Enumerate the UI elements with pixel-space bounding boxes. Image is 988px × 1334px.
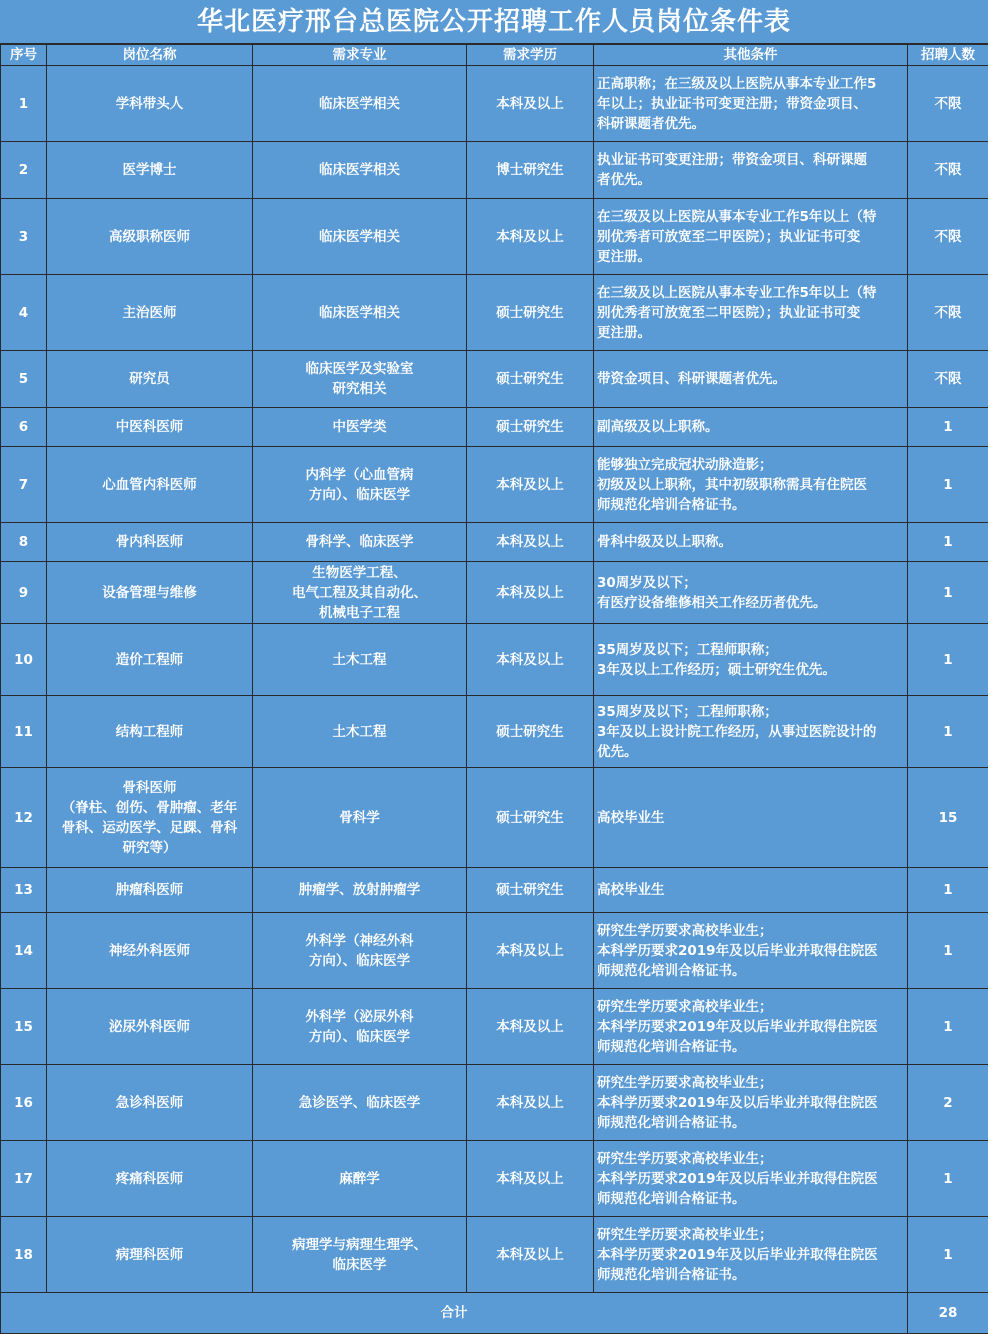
cell-count: 1	[908, 562, 988, 624]
cell-position: 心血管内科医师	[47, 447, 253, 523]
cell-count: 15	[908, 768, 988, 868]
cell-position: 设备管理与维修	[47, 562, 253, 624]
cell-position: 肿瘤科医师	[47, 868, 253, 913]
positions-table	[0, 44, 988, 1334]
cell-conditions: 能够独立完成冠状动脉造影； 初级及以上职称，其中初级职称需具有住院医 师规范化培训合格证书。	[594, 447, 908, 523]
table-row	[1, 351, 988, 408]
cell-major: 骨科学	[253, 768, 467, 868]
table-row	[1, 1065, 988, 1141]
cell-conditions: 研究生学历要求高校毕业生； 本科学历要求2019年及以后毕业并取得住院医 师规范化培训合格证书。	[594, 1141, 908, 1217]
cell-count: 1	[908, 913, 988, 989]
cell-no: 1	[1, 66, 47, 142]
cell-no: 9	[1, 562, 47, 624]
table-row	[1, 868, 988, 913]
table-row	[1, 989, 988, 1065]
cell-major: 外科学（神经外科 方向）、临床医学	[253, 913, 467, 989]
cell-count: 不限	[908, 199, 988, 275]
cell-major: 内科学（心血管病 方向）、临床医学	[253, 447, 467, 523]
table-row	[1, 696, 988, 768]
cell-major: 临床医学相关	[253, 275, 467, 351]
cell-no: 5	[1, 351, 47, 408]
cell-no: 15	[1, 989, 47, 1065]
cell-conditions: 35周岁及以下；工程师职称； 3年及以上设计院工作经历，从事过医院设计的 优先。	[594, 696, 908, 768]
table-body	[1, 66, 988, 1334]
total-label: 合计	[1, 1293, 908, 1334]
cell-education: 本科及以上	[467, 1217, 594, 1293]
cell-position: 主治医师	[47, 275, 253, 351]
cell-position: 骨科医师 （脊柱、创伤、骨肿瘤、老年 骨科、运动医学、足踝、骨科 研究等）	[47, 768, 253, 868]
cell-no: 11	[1, 696, 47, 768]
total-row	[1, 1293, 988, 1334]
cell-education: 本科及以上	[467, 447, 594, 523]
cell-major: 急诊医学、临床医学	[253, 1065, 467, 1141]
cell-education: 硕士研究生	[467, 408, 594, 447]
cell-no: 10	[1, 624, 47, 696]
table-header-row	[1, 45, 988, 66]
table-row	[1, 447, 988, 523]
cell-count: 2	[908, 1065, 988, 1141]
cell-position: 结构工程师	[47, 696, 253, 768]
cell-conditions: 研究生学历要求高校毕业生； 本科学历要求2019年及以后毕业并取得住院医 师规范化培训合格证书。	[594, 1065, 908, 1141]
table-row	[1, 913, 988, 989]
cell-education: 本科及以上	[467, 1141, 594, 1217]
cell-conditions: 在三级及以上医院从事本专业工作5年以上（特 别优秀者可放宽至二甲医院）；执业证书可变 更注册。	[594, 275, 908, 351]
cell-conditions: 骨科中级及以上职称。	[594, 523, 908, 562]
cell-major: 临床医学相关	[253, 199, 467, 275]
cell-count: 1	[908, 989, 988, 1065]
cell-major: 外科学（泌尿外科 方向）、临床医学	[253, 989, 467, 1065]
table-row	[1, 408, 988, 447]
cell-conditions: 30周岁及以下； 有医疗设备维修相关工作经历者优先。	[594, 562, 908, 624]
cell-conditions: 35周岁及以下；工程师职称； 3年及以上工作经历；硕士研究生优先。	[594, 624, 908, 696]
cell-count: 不限	[908, 275, 988, 351]
cell-count: 1	[908, 523, 988, 562]
total-count: 28	[908, 1293, 988, 1334]
cell-count: 不限	[908, 142, 988, 199]
cell-major: 临床医学相关	[253, 142, 467, 199]
table-row	[1, 275, 988, 351]
cell-conditions: 研究生学历要求高校毕业生； 本科学历要求2019年及以后毕业并取得住院医 师规范化培训合格证书。	[594, 1217, 908, 1293]
cell-education: 本科及以上	[467, 1065, 594, 1141]
header-count: 招聘人数	[908, 45, 988, 66]
cell-major: 肿瘤学、放射肿瘤学	[253, 868, 467, 913]
cell-count: 不限	[908, 66, 988, 142]
header-no: 序号	[1, 45, 47, 66]
cell-major: 土木工程	[253, 696, 467, 768]
cell-major: 中医学类	[253, 408, 467, 447]
cell-major: 土木工程	[253, 624, 467, 696]
cell-position: 高级职称医师	[47, 199, 253, 275]
table-row	[1, 199, 988, 275]
cell-position: 学科带头人	[47, 66, 253, 142]
page-title: 华北医疗邢台总医院公开招聘工作人员岗位条件表	[0, 0, 988, 44]
header-education: 需求学历	[467, 45, 594, 66]
cell-major: 麻醉学	[253, 1141, 467, 1217]
cell-education: 本科及以上	[467, 523, 594, 562]
cell-position: 神经外科医师	[47, 913, 253, 989]
cell-education: 本科及以上	[467, 199, 594, 275]
cell-position: 急诊科医师	[47, 1065, 253, 1141]
cell-position: 造价工程师	[47, 624, 253, 696]
cell-count: 1	[908, 1141, 988, 1217]
header-position: 岗位名称	[47, 45, 253, 66]
cell-position: 医学博士	[47, 142, 253, 199]
cell-no: 2	[1, 142, 47, 199]
cell-conditions: 在三级及以上医院从事本专业工作5年以上（特 别优秀者可放宽至二甲医院）；执业证书可变 更注册。	[594, 199, 908, 275]
cell-position: 研究员	[47, 351, 253, 408]
cell-conditions: 研究生学历要求高校毕业生； 本科学历要求2019年及以后毕业并取得住院医 师规范化培训合格证书。	[594, 989, 908, 1065]
cell-no: 4	[1, 275, 47, 351]
table-row	[1, 1217, 988, 1293]
cell-position: 骨内科医师	[47, 523, 253, 562]
cell-no: 17	[1, 1141, 47, 1217]
cell-education: 本科及以上	[467, 913, 594, 989]
cell-conditions: 高校毕业生	[594, 768, 908, 868]
cell-education: 硕士研究生	[467, 768, 594, 868]
cell-count: 1	[908, 624, 988, 696]
cell-major: 病理学与病理生理学、 临床医学	[253, 1217, 467, 1293]
cell-education: 本科及以上	[467, 989, 594, 1065]
cell-conditions: 执业证书可变更注册；带资金项目、科研课题 者优先。	[594, 142, 908, 199]
cell-education: 本科及以上	[467, 66, 594, 142]
cell-no: 13	[1, 868, 47, 913]
table-row	[1, 1141, 988, 1217]
cell-position: 中医科医师	[47, 408, 253, 447]
cell-count: 1	[908, 696, 988, 768]
table-row	[1, 66, 988, 142]
cell-position: 病理科医师	[47, 1217, 253, 1293]
cell-conditions: 研究生学历要求高校毕业生； 本科学历要求2019年及以后毕业并取得住院医 师规范化培训合格证书。	[594, 913, 908, 989]
cell-count: 1	[908, 1217, 988, 1293]
cell-education: 本科及以上	[467, 624, 594, 696]
cell-education: 本科及以上	[467, 562, 594, 624]
cell-education: 硕士研究生	[467, 275, 594, 351]
cell-major: 生物医学工程、 电气工程及其自动化、 机械电子工程	[253, 562, 467, 624]
cell-major: 临床医学及实验室 研究相关	[253, 351, 467, 408]
header-conditions: 其他条件	[594, 45, 908, 66]
table-row	[1, 768, 988, 868]
cell-no: 18	[1, 1217, 47, 1293]
cell-no: 14	[1, 913, 47, 989]
cell-count: 1	[908, 447, 988, 523]
cell-no: 8	[1, 523, 47, 562]
cell-education: 硕士研究生	[467, 868, 594, 913]
cell-conditions: 高校毕业生	[594, 868, 908, 913]
cell-position: 泌尿外科医师	[47, 989, 253, 1065]
cell-education: 硕士研究生	[467, 696, 594, 768]
cell-conditions: 正高职称；在三级及以上医院从事本专业工作5 年以上；执业证书可变更注册；带资金项目、 科研课题者优先。	[594, 66, 908, 142]
cell-no: 3	[1, 199, 47, 275]
table-row	[1, 624, 988, 696]
cell-no: 12	[1, 768, 47, 868]
table-row	[1, 142, 988, 199]
cell-major: 临床医学相关	[253, 66, 467, 142]
cell-no: 7	[1, 447, 47, 523]
cell-education: 硕士研究生	[467, 351, 594, 408]
header-major: 需求专业	[253, 45, 467, 66]
cell-no: 16	[1, 1065, 47, 1141]
cell-conditions: 带资金项目、科研课题者优先。	[594, 351, 908, 408]
cell-conditions: 副高级及以上职称。	[594, 408, 908, 447]
cell-no: 6	[1, 408, 47, 447]
cell-count: 不限	[908, 351, 988, 408]
table-row	[1, 523, 988, 562]
cell-count: 1	[908, 868, 988, 913]
cell-education: 博士研究生	[467, 142, 594, 199]
cell-position: 疼痛科医师	[47, 1141, 253, 1217]
cell-major: 骨科学、临床医学	[253, 523, 467, 562]
table-row	[1, 562, 988, 624]
cell-count: 1	[908, 408, 988, 447]
